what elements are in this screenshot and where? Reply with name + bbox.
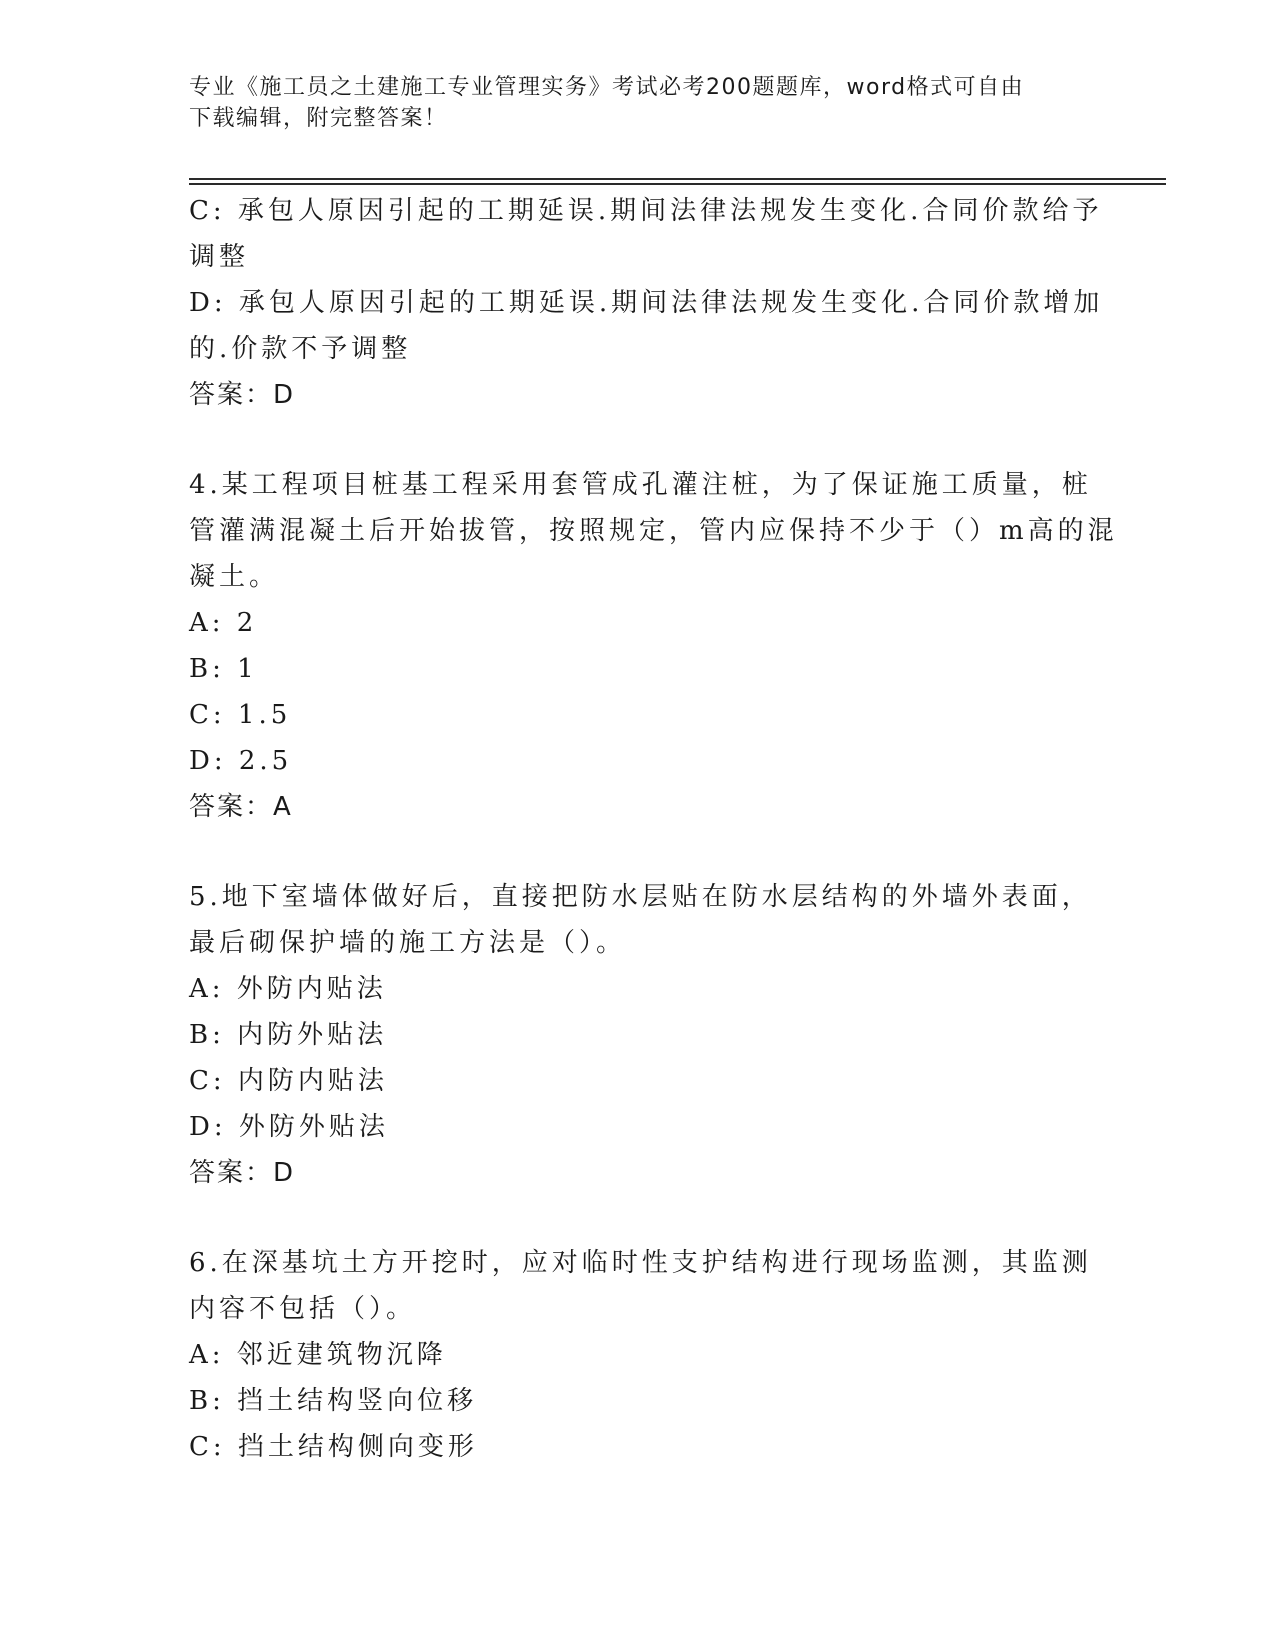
question-4-option-c: C: 1.5 xyxy=(189,700,292,730)
question-6-option-b: B: 挡土结构竖向位移 xyxy=(189,1386,478,1416)
spacer xyxy=(189,418,1089,462)
option-d-line-1: D: 承包人原因引起的工期延误.期间法律法规发生变化.合同价款增加 xyxy=(189,288,1104,318)
question-5-option-a: A: 外防内贴法 xyxy=(189,974,387,1004)
option-c-line-1: C: 承包人原因引起的工期延误.期间法律法规发生变化.合同价款给予 xyxy=(189,196,1103,226)
question-5-stem-line-2: 最后砌保护墙的施工方法是（）。 xyxy=(189,928,627,958)
spacer xyxy=(189,830,1089,874)
header-divider-top xyxy=(189,178,1166,180)
spacer xyxy=(189,1196,1089,1240)
question-6-stem-line-2: 内容不包括（）。 xyxy=(189,1294,417,1324)
header-divider-bottom xyxy=(189,183,1166,185)
question-4-stem-line-2: 管灌满混凝土后开始拔管，按照规定，管内应保持不少于（）m高的混 xyxy=(189,516,1118,546)
question-content xyxy=(189,188,1118,1470)
question-4-stem-line-1: 4.某工程项目桩基工程采用套管成孔灌注桩，为了保证施工质量，桩 xyxy=(189,470,1092,500)
document-header xyxy=(189,72,1069,134)
question-6 xyxy=(189,1240,1092,1470)
header-line-1: 专业《施工员之土建施工专业管理实务》考试必考200题题库，word格式可自由 xyxy=(189,75,1025,100)
answer-q5: 答案：D xyxy=(189,1158,296,1188)
option-c-line-2: 调整 xyxy=(189,242,250,272)
question-3-continued xyxy=(189,188,1104,418)
answer-q3: 答案：D xyxy=(189,380,296,410)
answer-q4: 答案：A xyxy=(189,792,293,822)
option-d-line-2: 的.价款不予调整 xyxy=(189,334,412,364)
question-4-stem-line-3: 凝土。 xyxy=(189,562,280,592)
question-5 xyxy=(189,874,1092,1196)
question-5-option-b: B: 内防外贴法 xyxy=(189,1020,388,1050)
question-4-option-d: D: 2.5 xyxy=(189,746,293,776)
question-4 xyxy=(189,462,1118,830)
question-5-option-d: D: 外防外贴法 xyxy=(189,1112,389,1142)
question-6-stem-line-1: 6.在深基坑土方开挖时，应对临时性支护结构进行现场监测，其监测 xyxy=(189,1248,1092,1278)
question-6-option-c: C: 挡土结构侧向变形 xyxy=(189,1432,478,1462)
question-4-option-a: A: 2 xyxy=(189,608,258,638)
question-4-option-b: B: 1 xyxy=(189,654,258,684)
question-5-stem-line-1: 5.地下室墙体做好后，直接把防水层贴在防水层结构的外墙外表面， xyxy=(189,882,1092,912)
question-5-option-c: C: 内防内贴法 xyxy=(189,1066,388,1096)
header-line-2: 下载编辑，附完整答案！ xyxy=(189,106,448,131)
question-6-option-a: A: 邻近建筑物沉降 xyxy=(189,1340,447,1370)
